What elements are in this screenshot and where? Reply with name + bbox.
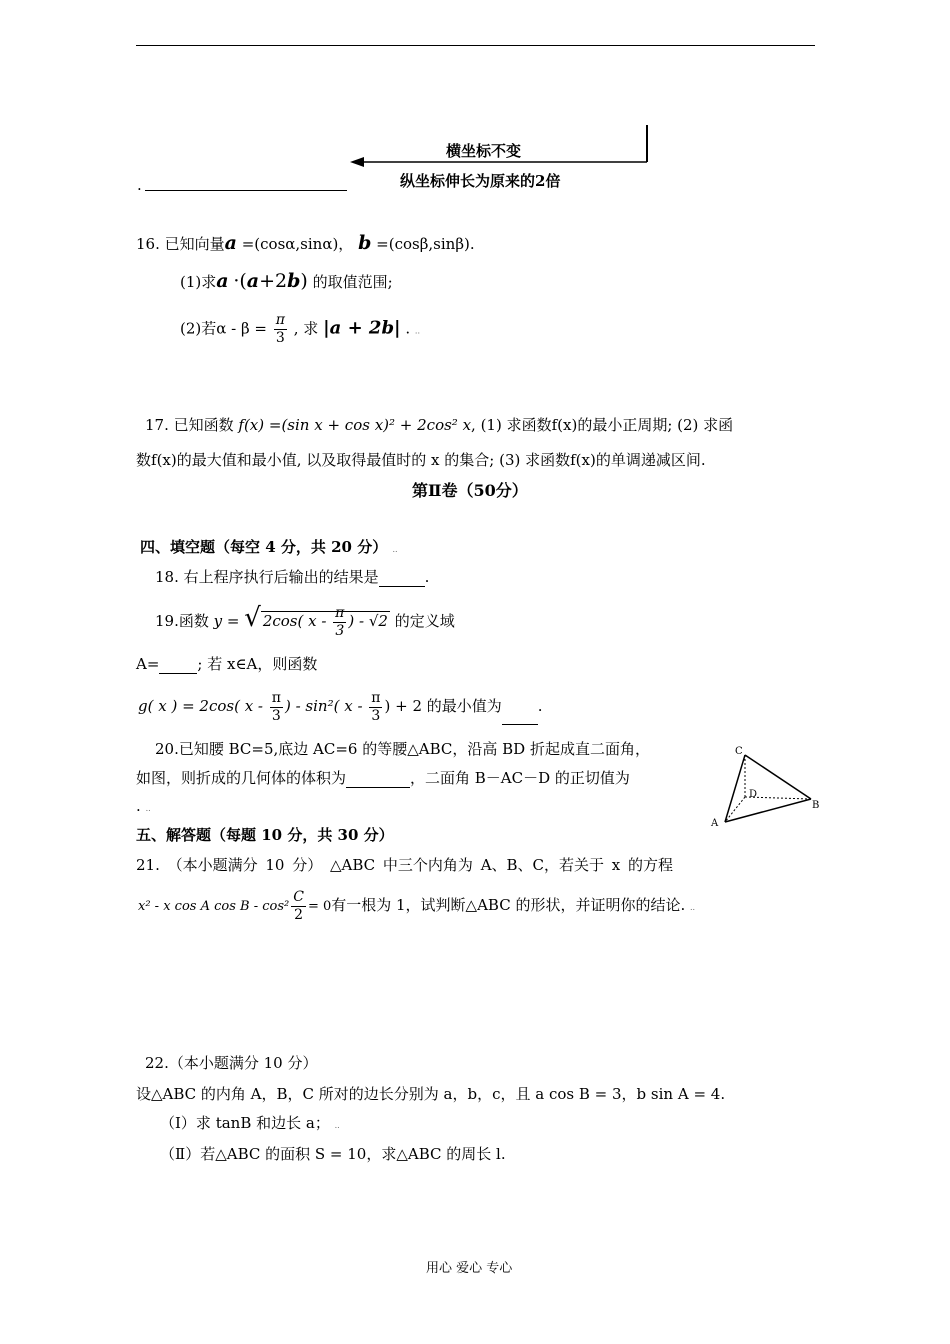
q20-line1: 20.已知腰 BC=5,底边 AC=6 的等腰△ABC，沿高 BD 折起成直二面角， (155, 740, 650, 758)
tetrahedron-figure (705, 745, 830, 830)
section5-title: 五、解答题（每题 10 分，共 30 分） (136, 826, 394, 844)
q18-line (155, 566, 429, 587)
q17-l1-a: 17. 已知函数 (145, 416, 234, 434)
q20-answer-blank[interactable] (346, 769, 410, 788)
frac-num: C (293, 888, 304, 905)
q22-p1-text: （Ⅰ）求 tanB 和边长 a； (160, 1114, 330, 1132)
frac-den: 3 (335, 622, 345, 639)
part2-title: 第Ⅱ卷（50分） (412, 481, 528, 500)
marker-dots: .. (334, 1121, 340, 1130)
frac-den: 3 (371, 707, 381, 724)
g-function-line (138, 688, 543, 725)
q17-line2 (136, 449, 706, 470)
marker-dots: .. (392, 545, 398, 554)
vertex-label-a: A (711, 818, 719, 829)
q16-part2 (180, 312, 420, 347)
q16-p1-close: ) (300, 270, 308, 292)
q18-end: . (424, 568, 430, 586)
q17-l1-b: , (1) 求函数 (471, 416, 552, 434)
fraction-pi-3 (369, 690, 382, 725)
q21-line2 (138, 887, 695, 926)
q19-radicand-right: ) - √2 (348, 612, 388, 630)
q20-line2 (136, 767, 630, 788)
q19-y: y = (213, 612, 245, 630)
q16-p1-prefix: (1)求 (180, 273, 217, 291)
q20-l2-a: 如图，则折成的几何体的体积为 (136, 769, 347, 787)
q17-formula: f(x) =(sin x + cos x)² + 2cos² x (238, 416, 472, 434)
q17-l2-a: 数 (136, 451, 152, 469)
q22-line1: 设△ABC 的内角 A，B，C 所对的边长分别为 a，b，c，且 a cos B = 3，b sin A = 4. (136, 1085, 726, 1103)
section4-title (140, 536, 398, 557)
diagram-label-bottom: 纵坐标伸长为原来的2倍 (400, 172, 561, 190)
q16-p2-end: . (405, 319, 411, 338)
q21-eq-left: x² - x cos A cos B - cos² (138, 899, 290, 914)
q19-line2 (136, 653, 317, 674)
q19-l2-b: ; 若 x∈A，则函数 (197, 655, 318, 673)
g-tail: 的最小值为 (426, 697, 502, 715)
q18-answer-blank[interactable] (379, 568, 425, 587)
q19-b: 的定义域 (394, 612, 455, 630)
marker-dots: .. (690, 903, 696, 912)
blank-lead: . (137, 176, 142, 194)
q21-tail: 有一根为 1，试判断△ABC 的形状，并证明你的结论. (331, 896, 686, 914)
q16-p1-mid: +2 (259, 270, 288, 292)
q20-l3: . (136, 797, 141, 815)
g-answer-blank[interactable] (502, 688, 538, 725)
q16-p2-mid: , 求 (293, 319, 319, 338)
vector-b: b (287, 270, 301, 292)
q19-radicand-left: 2cos( x - (262, 612, 332, 630)
q20-l2-b: ，二面角 B－AC－D 的正切值为 (410, 769, 630, 787)
q21-line1: 21. （本小题满分 10 分） △ABC 中三个内角为 A、B、C，若关于 x 的方程 (136, 856, 674, 874)
q16-p2-prefix: (2)若α - β = (180, 319, 267, 338)
sqrt-icon: √ (244, 603, 261, 633)
q16-line (136, 232, 475, 254)
q21-eq-right: = 0 (307, 899, 332, 914)
q18-text: 18. 右上程序执行后输出的结果是 (155, 568, 379, 586)
fraction-pi-3 (333, 605, 346, 640)
vector-a: a (216, 270, 229, 292)
vector-a: a (246, 270, 260, 292)
q17-l2-c: f(x)的单调递减区间. (570, 451, 706, 469)
q17-l2-b: f(x)的最大值和最小值, 以及取得最值时的 x 的集合; (3) 求函数 (151, 451, 571, 469)
arrow-head-icon (350, 157, 364, 167)
frac-den: 3 (275, 330, 285, 346)
q17-line1 (145, 414, 733, 435)
frac-den: 3 (271, 707, 281, 724)
q19-l2-a: A= (136, 655, 160, 673)
fraction-c-2 (291, 889, 306, 924)
q16-intro: 16. 已知向量 (136, 235, 225, 253)
frac-num: π (271, 689, 281, 706)
q20-line3 (136, 797, 151, 815)
q19-answer-blank-a[interactable] (159, 655, 197, 674)
header-rule (136, 45, 815, 46)
q16-p2-abs: |a + 2b| (323, 317, 401, 339)
diagram-label-top: 横坐标不变 (446, 142, 522, 160)
q16-a-eq: =(cosα,sinα)， (241, 235, 354, 253)
vertex-label-b: B (812, 800, 820, 811)
q16-part1 (180, 270, 393, 292)
fraction-pi-3 (274, 312, 287, 347)
marker-dots: .. (145, 804, 151, 813)
frac-num: π (335, 604, 345, 621)
q19-a: 19.函数 (155, 612, 209, 630)
fraction-pi-3 (270, 690, 283, 725)
frac-num: π (371, 689, 381, 706)
q16-p1-suffix: 的取值范围; (312, 273, 393, 291)
q16-b-eq: =(cosβ,sinβ). (376, 235, 475, 253)
section4-title-text: 四、填空题（每空 4 分，共 20 分） (140, 538, 388, 556)
q16-p1-dot: ·( (233, 270, 247, 292)
q22-head: 22.（本小题满分 10 分） (145, 1054, 318, 1072)
q19-line (155, 600, 455, 640)
g-right: ) + 2 (384, 697, 422, 715)
vertex-label-d: D (749, 789, 758, 800)
vertex-label-c: C (735, 746, 743, 757)
page-footer: 用心 爱心 专心 (426, 1261, 513, 1276)
q17-l1-c: f(x)的最小正周期; (2) 求函 (551, 416, 734, 434)
q22-part2: （Ⅱ）若△ABC 的面积 S = 10，求△ABC 的周长 l. (160, 1145, 506, 1163)
q19-radicand (261, 604, 390, 639)
g-end: . (537, 697, 543, 715)
frac-num: π (275, 312, 285, 328)
marker-dots: .. (414, 326, 421, 336)
vector-a: a (224, 232, 237, 254)
g-mid: ) - sin²( x - (284, 697, 368, 715)
frac-den: 2 (294, 906, 304, 923)
answer-blank-line (145, 190, 347, 191)
q22-part1 (160, 1112, 340, 1133)
g-left: g( x ) = 2cos( x - (138, 697, 268, 715)
vector-b: b (358, 232, 372, 254)
